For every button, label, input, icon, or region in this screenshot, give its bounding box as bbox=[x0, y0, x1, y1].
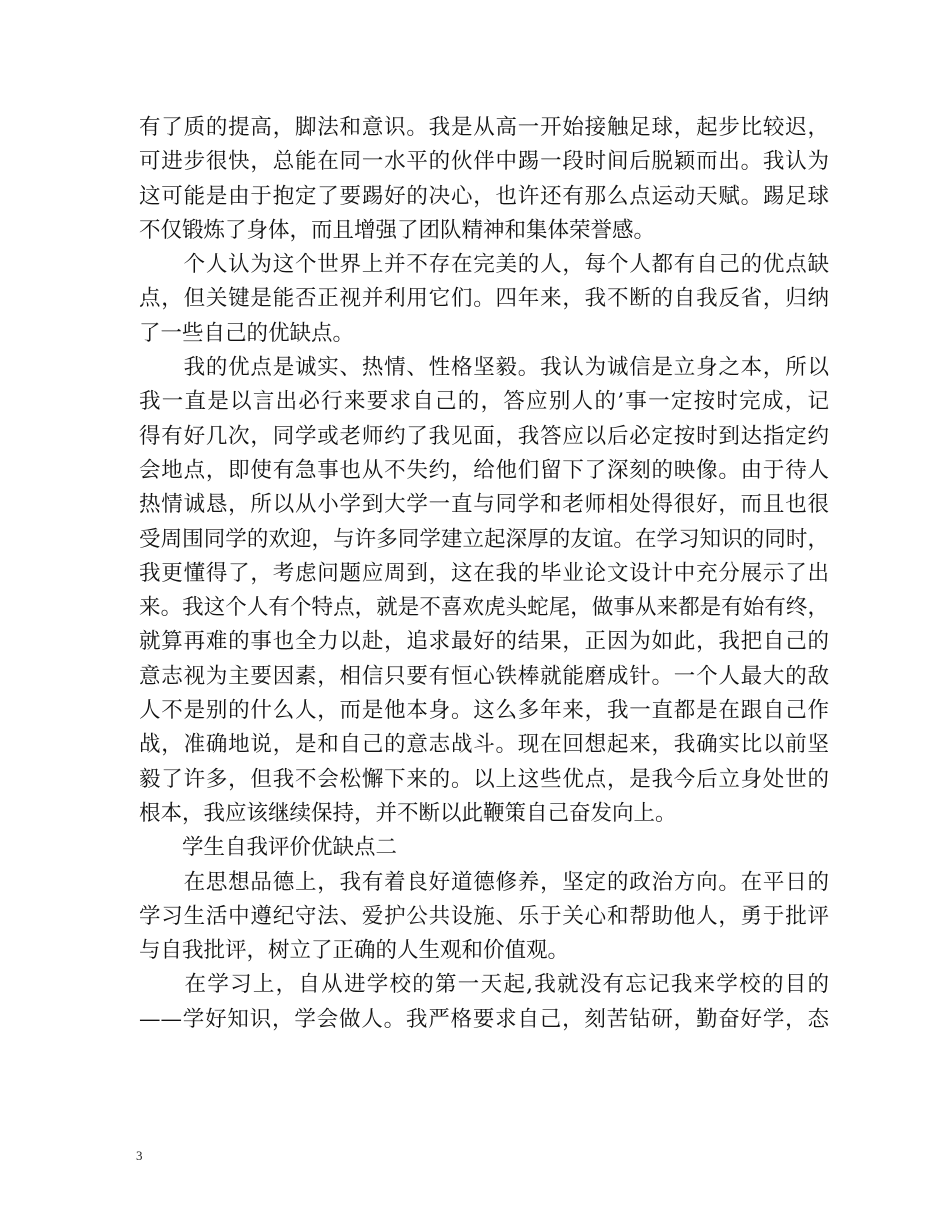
text-line: 不仅锻炼了身体，而且增强了团队精神和集体荣誉感。 bbox=[139, 217, 656, 243]
text-line: 可进步很快，总能在同一水平的伙伴中踢一段时间后脱颖而出。我认为 bbox=[139, 149, 829, 175]
text-line: 我一直是以言出必行来要求自己的，答应别人的’事一定按时完成，记 bbox=[139, 389, 829, 415]
text-line: 学习生活中遵纪守法、爱护公共设施、乐于关心和帮助他人，勇于批评 bbox=[139, 903, 829, 929]
text-line: 在学习上，自从进学校的第一天起,我就没有忘记我来学校的目的 bbox=[139, 972, 829, 998]
text-line: 受周围同学的欢迎，与许多同学建立起深厚的友谊。在学习知识的同时， bbox=[139, 526, 829, 552]
page-number: 3 bbox=[136, 1148, 143, 1163]
text-line: 我的优点是诚实、热情、性格坚毅。我认为诚信是立身之本，所以 bbox=[139, 355, 829, 381]
text-line: 根本，我应该继续保持，并不断以此鞭策自己奋发向上。 bbox=[139, 800, 677, 826]
text-line: ——学好知识，学会做人。我严格要求自己，刻苦钻研，勤奋好学，态 bbox=[139, 1006, 829, 1032]
body-text bbox=[139, 111, 829, 1037]
text-line: 了一些自己的优缺点。 bbox=[139, 320, 355, 346]
text-line: 人不是别的什么人，而是他本身。这么多年来，我一直都是在跟自己作 bbox=[139, 698, 829, 724]
text-line: 毅了许多，但我不会松懈下来的。以上这些优点，是我今后立身处世的 bbox=[139, 766, 829, 792]
text-line: 点，但关键是能否正视并利用它们。四年来，我不断的自我反省，归纳 bbox=[139, 286, 829, 312]
text-line: 个人认为这个世界上并不存在完美的人，每个人都有自己的优点缺 bbox=[139, 252, 829, 278]
text-line: 热情诚恳，所以从小学到大学一直与同学和老师相处得很好，而且也很 bbox=[139, 492, 829, 518]
text-line: 在思想品德上，我有着良好道德修养，坚定的政治方向。在平日的 bbox=[139, 869, 829, 895]
text-line: 会地点，即使有急事也从不失约，给他们留下了深刻的映像。由于待人 bbox=[139, 457, 829, 483]
text-line: 有了质的提高，脚法和意识。我是从高一开始接触足球，起步比较迟， bbox=[139, 115, 829, 140]
text-line: 就算再难的事也全力以赴，追求最好的结果，正因为如此，我把自己的 bbox=[139, 629, 829, 655]
text-line: 战，准确地说，是和自己的意志战斗。现在回想起来，我确实比以前坚 bbox=[139, 732, 829, 758]
section-heading: 学生自我评价优缺点二 bbox=[139, 835, 398, 861]
text-line: 来。我这个人有个特点，就是不喜欢虎头蛇尾，做事从来都是有始有终， bbox=[139, 595, 829, 621]
text-line: 我更懂得了，考虑问题应周到，这在我的毕业论文设计中充分展示了出 bbox=[139, 560, 829, 586]
text-line: 得有好几次，同学或老师约了我见面，我答应以后必定按时到达指定约 bbox=[139, 423, 829, 449]
text-line: 意志视为主要因素，相信只要有恒心铁棒就能磨成针。一个人最大的敌 bbox=[139, 663, 829, 689]
text-line: 与自我批评，树立了正确的人生观和价值观。 bbox=[139, 938, 570, 964]
text-line: 这可能是由于抱定了要踢好的决心，也许还有那么点运动天赋。踢足球 bbox=[139, 183, 829, 209]
